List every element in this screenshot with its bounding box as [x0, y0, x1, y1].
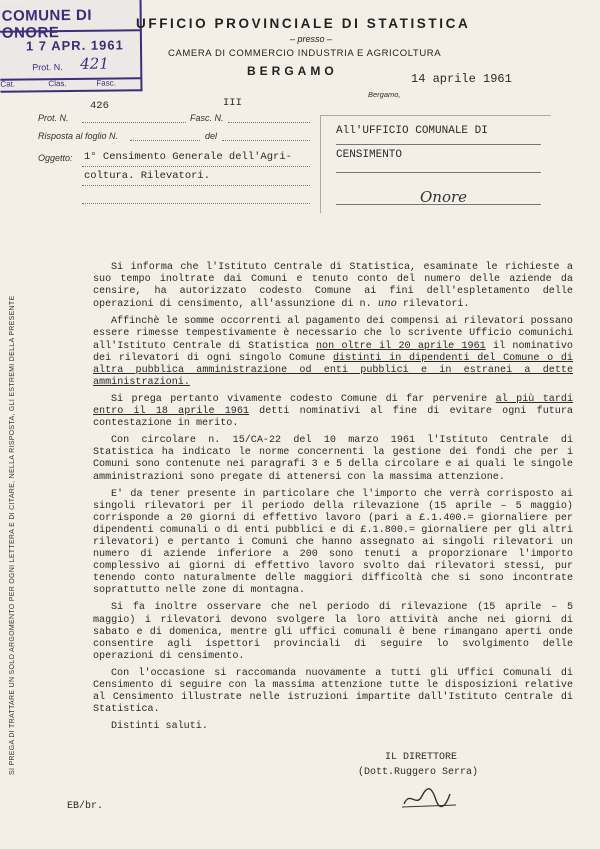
stamp-date: 1 7 APR. 1961 — [25, 37, 124, 54]
oggetto-line2: coltura. Rilevatori. — [84, 170, 211, 182]
stamp-prot-label: Prot. N. — [32, 62, 63, 73]
p3-underlined-deadline: al più tardi entro il 18 aprile 1961 — [93, 393, 573, 418]
signature-title: IL DIRETTORE — [385, 752, 458, 763]
oggetto-dotted-line — [82, 185, 310, 186]
stamp-title: COMUNE DI ONORE — [1, 6, 93, 42]
p3-text: Si prega pertanto vivamente codesto Comune di far pervenire — [111, 393, 488, 405]
bergamo-label: Bergamo, — [368, 90, 401, 99]
del-dotted-line — [222, 140, 310, 141]
fasc-value: III — [223, 97, 242, 109]
paragraph: Con circolare n. 15/CA-22 del 10 marzo 1961 l'Istituto Centrale di Statistica ha indicato le norme concernenti la gestione dei fondi che per i Comuni sono contenute nei paragrafi 3 e 5 della circolare e ai quali le singole amministrazioni sono pregate di attenersi con la massima attenzione. — [93, 435, 573, 483]
p2-text: Affinchè le somme occorrenti al pagamento dei compensi ai rilevatori possano essere rimesse tempestivamente è necessario che lo scrivente Ufficio comunichi all'Istituto Centrale di Statistica — [93, 316, 573, 352]
letter-body — [93, 262, 573, 738]
prot-dotted-line — [82, 122, 186, 123]
fasc-dotted-line — [228, 122, 310, 123]
prot-value: 426 — [90, 100, 109, 112]
paragraph: Si fa inoltre osservare che nel periodo di rilevazione (15 aprile – 5 maggio) i rilevatori devono svolgere la loro attività anche nei giorni di sabato e di domenica, mentre gli uffici comunali è bene rimangano aperti onde consentire agli ispettori provinciali di seguire lo svolgimento delle operazioni di censimento. — [93, 602, 573, 662]
letterhead-presso: – presso – — [290, 34, 333, 44]
del-label: del — [205, 131, 218, 141]
closing: Distinti saluti. — [111, 721, 208, 733]
municipal-stamp — [0, 0, 142, 93]
reference-initials: EB/br. — [67, 801, 104, 812]
letterhead-camera: CAMERA DI COMMERCIO INDUSTRIA E AGRICOLTURA — [168, 48, 442, 59]
risposta-dotted-line — [130, 140, 200, 141]
p2-text-mid: il nominativo dei rilevatori di ogni singolo Comune — [93, 340, 573, 364]
recipient-line1: All'UFFICIO COMUNALE DI — [336, 125, 488, 137]
oggetto-line1: 1° Censimento Generale dell'Agri- — [84, 151, 292, 163]
oggetto-label: Oggetto: — [38, 153, 73, 163]
stamp-divider — [0, 77, 140, 80]
fasc-label: Fasc. N. — [190, 113, 224, 123]
signature-name: (Dott.Ruggero Serra) — [358, 767, 479, 778]
recipient-rule — [336, 204, 541, 205]
signature-scribble-icon — [400, 786, 460, 810]
recipient-handwritten: Onore — [420, 188, 468, 206]
paragraph — [93, 394, 573, 430]
p1-text: Si informa che l'Istituto Centrale di Statistica, esaminate le richieste a suo tempo inoltrate dai Comuni e tenuto conto del numero delle aziende da censire, ha autorizzato codesto Comune ai fini dell'espletamento delle operazioni di censimento, all'assunzione di n. — [93, 262, 573, 311]
recipient-rule — [336, 172, 541, 173]
paragraph — [93, 316, 573, 389]
side-instruction: SI PREGA DI TRATTARE UN SOLO ARGOMENTO PER OGNI LETTERA E DI CITARE, NELLA RISPOSTA, GLI ESTREMI DELLA PRESENTE — [9, 295, 16, 775]
paragraph: E' da tener presente in particolare che l'importo che verrà corrisposto ai singoli rilevatori per il periodo della rilevazione (15 aprile – 5 maggio) corrisponde a 20 giorni di effettivo lavoro (pari a £.1.400.= giornaliere per dipendenti comunali o di enti pubblici e di £.1.800.= giornaliere per gli altri rilevatori) e pertanto i Comuni che hanno assegnato ai singoli rilevatori un numero di aziende inferiore a 200 sono tenuti a proporzionare l'importo complessivo ai giorni di effettivo lavoro svolto dai rilevatori stessi, pur tenendo conto naturalmente delle maggiori difficoltà che si sono incontrate soprattutto nelle zone di montagna. — [93, 488, 573, 597]
paragraph: Con l'occasione si raccomanda nuovamente a tutti gli Uffici Comunali di Censimento di seguire con la massima attenzione tutte le disposizioni relative al Censimento illustrate nelle istruzioni impartite dall'Istituto Centrale di Statistica. — [93, 667, 573, 716]
paragraph — [93, 262, 573, 311]
p2-underlined-deadline: non oltre il 20 aprile 1961 — [316, 340, 486, 352]
stamp-cla-label: Clas. — [48, 79, 67, 89]
p3-text-end: detti nominativi al fine di evitare ogni futura contestazione in merito. — [93, 406, 573, 430]
oggetto-dotted-line — [82, 166, 310, 167]
stamp-cat-label: Cat. — [0, 79, 16, 89]
stamp-fas-label: Fasc. — [96, 78, 116, 88]
p2-underlined-categories: distinti in dipendenti del Comune o di altra pubblica amministrazione od enti pubblici e in estranei a dette amministrazioni. — [93, 352, 573, 388]
recipient-rule — [336, 144, 541, 145]
p1-handwritten: uno — [377, 298, 397, 310]
recipient-line2: CENSIMENTO — [336, 149, 403, 161]
letter-date: 14 aprile 1961 — [411, 72, 512, 86]
risposta-label: Risposta al foglio N. — [38, 131, 119, 141]
p1-text-end: rilevatori. — [402, 299, 470, 311]
oggetto-dotted-line — [82, 203, 310, 204]
stamp-prot-value: 421 — [80, 54, 109, 73]
letterhead-office: UFFICIO PROVINCIALE DI STATISTICA — [136, 16, 471, 31]
prot-label: Prot. N. — [38, 113, 69, 123]
letterhead-city: BERGAMO — [247, 64, 338, 78]
